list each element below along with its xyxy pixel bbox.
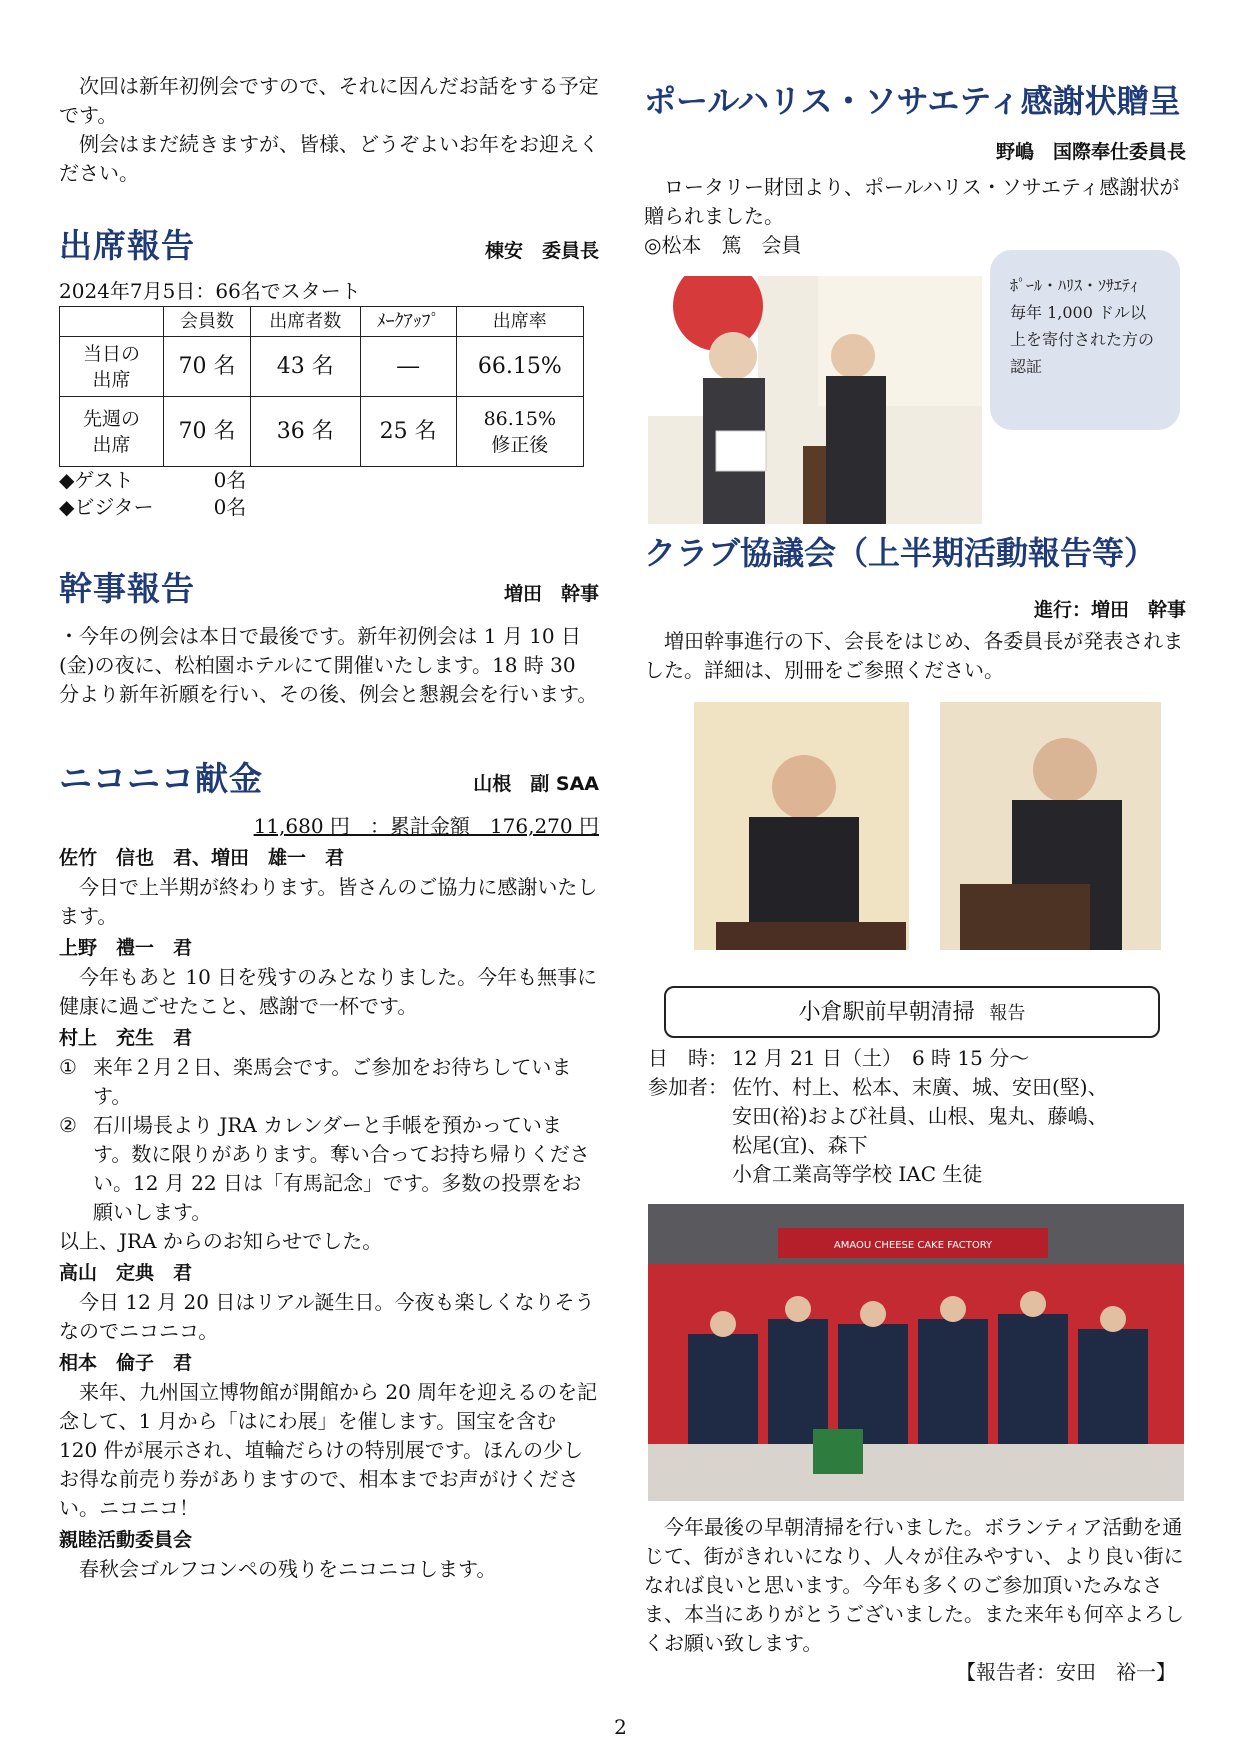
assembly-section [644, 532, 1186, 685]
secretary-title: 幹事報告 [59, 569, 195, 608]
paulharris-title: ポールハリス・ソサエティ感謝状贈呈 [644, 82, 1181, 120]
cleanup-participants [732, 1073, 1108, 1189]
rate-value: 86.15% [483, 407, 557, 430]
participants-line: 松尾(宜)、森下 [732, 1133, 868, 1157]
table-cell: 66.15% [456, 337, 583, 397]
smile-title: ニコニコ献金 [59, 759, 263, 798]
list-text: 来年２月２日、楽馬会です。ご参加をお待ちしています。 [93, 1055, 572, 1108]
group-photo [648, 1204, 1184, 1501]
table-cell: 25 名 [360, 397, 456, 467]
attendance-section [59, 225, 599, 521]
list-number: ① [59, 1055, 77, 1079]
rate-note: 修正後 [491, 433, 549, 456]
paulharris-text: ロータリー財団より、ポールハリス・ソサエティ感謝状が贈られました。 [644, 175, 1180, 228]
attendance-table [59, 306, 584, 467]
list-text: 石川場長より JRA カレンダーと手帳を預かっています。数に限りがあります。奪い合ってお持ち帰りください。12 月 22 日は「有馬記念」です。多数の投票をお願いします。 [93, 1113, 590, 1224]
cleanup-participants-label: 参加者： [648, 1075, 728, 1099]
donor-message: 今年もあと 10 日を残すのみとなりました。今年も無事に健康に過ごせたこと、感謝で一杯です。 [59, 965, 598, 1018]
table-header-blank [60, 307, 164, 337]
table-row-label: 当日の 出席 [60, 337, 164, 397]
table-cell: 70 名 [164, 337, 251, 397]
cleanup-details [648, 1044, 1188, 1189]
participants-line: 佐竹、村上、松本、末廣、城、安田(堅)、 [732, 1075, 1108, 1099]
smile-total: 11,680 円 ：累計金額 176,270 円 [253, 814, 599, 838]
smile-byline: 山根 副 SAA [473, 773, 599, 795]
table-header-makeup: ﾒｰｸｱｯﾌﾟ [360, 307, 456, 337]
table-cell: ― [360, 337, 456, 397]
paulharris-section [644, 80, 1186, 260]
donor-name: 親睦活動委員会 [59, 1529, 193, 1551]
list-number: ② [59, 1113, 77, 1137]
assembly-title: クラブ協議会（上半期活動報告等） [644, 534, 1157, 572]
table-cell-rate [456, 397, 583, 467]
group-photo-sign-text: AMAOU CHEESE CAKE FACTORY [833, 1240, 993, 1251]
cleanup-title-suffix: 報告 [989, 1003, 1026, 1024]
table-header-members: 会員数 [164, 307, 251, 337]
donor-message: 春秋会ゴルフコンペの残りをニコニコします。 [79, 1557, 497, 1581]
smile-section [59, 758, 599, 1584]
paulharris-byline: 野嶋 国際奉仕委員長 [995, 141, 1186, 163]
assembly-photo-left [694, 702, 909, 950]
cleanup-text: 今年最後の早朝清掃を行いました。ボランティア活動を通じて、街がきれいになり、人々が住みやすい、より良い街になれば良いと思います。今年も多くのご参加頂いたみなさま、本当にありがとうございました。また来年も何卒よろしくお願い致します。 [644, 1515, 1184, 1655]
attendance-start: 2024年7月5日：66名でスタート [59, 279, 361, 303]
table-cell: 43 名 [251, 337, 361, 397]
table-cell: 70 名 [164, 397, 251, 467]
attendance-byline: 棟安 委員長 [484, 240, 599, 262]
assembly-photo-right-graphic [940, 702, 1161, 950]
assembly-byline: 進行：増田 幹事 [1033, 599, 1186, 621]
page-number: 2 [614, 1715, 627, 1739]
assembly-photo-right [940, 702, 1161, 950]
assembly-photo-left-graphic [694, 702, 909, 950]
cleanup-date: 12 月 21 日（土） 6 時 15 分～ [732, 1046, 1030, 1070]
award-photo [648, 276, 982, 524]
cleanup-reporter: 【報告者：安田 裕一】 [956, 1660, 1176, 1684]
intro [59, 72, 599, 188]
paulharris-note-text: ﾎﾟｰﾙ・ﾊﾘｽ・ｿｻｴﾃｨ 毎年 1,000 ドル以上を寄付された方の認証 [1010, 276, 1155, 376]
paulharris-recipient: ◎松本 篤 会員 [644, 233, 802, 257]
donor-name: 村上 充生 君 [59, 1027, 193, 1049]
participants-line: 安田(裕)および社員、山根、鬼丸、藤嶋、 [732, 1104, 1108, 1128]
list-item [59, 1053, 599, 1111]
table-cell: 36 名 [251, 397, 361, 467]
secretary-text: ・今年の例会は本日で最後です。新年初例会は 1 月 10 日(金)の夜に、松柏園ホテルにて開催いたします。18 時 30 分より新年祈願を行い、その後、例会と懇親会を行います。 [59, 624, 598, 706]
award-photo-graphic [648, 276, 982, 524]
group-photo-graphic [648, 1204, 1184, 1501]
table-header-rate: 出席率 [456, 307, 583, 337]
intro-paragraph-2: 例会はまだ続きますが、皆様、どうぞよいお年をお迎えください。 [59, 132, 599, 185]
list-item [59, 1111, 599, 1227]
intro-paragraph-1: 次回は新年初例会ですので、それに因んだお話をする予定です。 [59, 74, 599, 127]
donor-name: 佐竹 信也 君、増田 雄一 君 [59, 847, 345, 869]
visitor-count: ◆ビジター 0名 [59, 495, 247, 519]
secretary-section [59, 568, 599, 709]
paulharris-note [990, 250, 1180, 430]
cleanup-date-label: 日 時： [648, 1046, 728, 1070]
donor-message: 今日 12 月 20 日はリアル誕生日。今夜も楽しくなりそうなのでニコニコ。 [59, 1290, 595, 1343]
assembly-text: 増田幹事進行の下、会長をはじめ、各委員長が発表されました。詳細は、別冊をご参照ください。 [644, 629, 1184, 682]
cleanup-body [644, 1513, 1186, 1687]
donor-name: 高山 定典 君 [59, 1262, 193, 1284]
donor-closing: 以上、JRA からのお知らせでした。 [59, 1229, 383, 1253]
secretary-byline: 増田 幹事 [503, 583, 599, 605]
donor-message: 来年、九州国立博物館が開館から 20 周年を迎えるのを記念して、1 月から「はにわ展」を催します。国宝を含む 120 件が展示され、埴輪だらけの特別展です。ほんの少しお得な前売り券がありますので、相本までお声がけください。ニコニコ！ [59, 1380, 598, 1520]
attendance-title: 出席報告 [59, 226, 195, 265]
donor-name: 相本 倫子 君 [59, 1352, 193, 1374]
donor-message: 今日で上半期が終わります。皆さんのご協力に感謝いたします。 [59, 875, 598, 928]
guest-count: ◆ゲスト 0名 [59, 468, 247, 492]
donor-name: 上野 禮一 君 [59, 937, 193, 959]
participants-line: 小倉工業高等学校 IAC 生徒 [732, 1162, 983, 1186]
table-header-present: 出席者数 [251, 307, 361, 337]
cleanup-title: 小倉駅前早朝清掃 [798, 1000, 975, 1025]
table-row-label: 先週の 出席 [60, 397, 164, 467]
cleanup-title-box [664, 986, 1160, 1038]
